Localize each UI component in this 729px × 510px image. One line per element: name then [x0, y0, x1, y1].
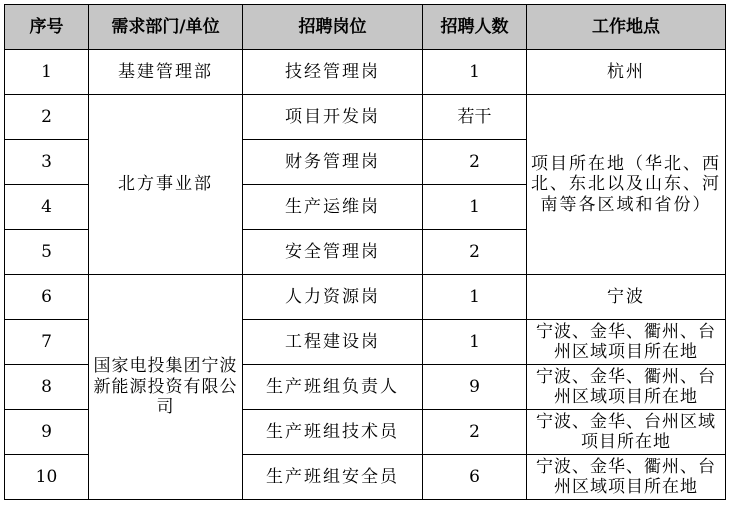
table-row — [5, 275, 726, 320]
header-seq: 序号 — [5, 5, 89, 50]
row-seq: 6 — [5, 275, 89, 320]
row-count: 2 — [423, 230, 527, 275]
row-position: 人力资源岗 — [243, 275, 423, 320]
row-position: 生产班组负责人 — [243, 365, 423, 410]
row-location: 宁波 — [527, 275, 726, 320]
row-dept: 国家电投集团宁波新能源投资有限公司 — [89, 275, 243, 500]
row-position: 生产班组技术员 — [243, 410, 423, 455]
row-seq: 2 — [5, 95, 89, 140]
row-position: 生产班组安全员 — [243, 455, 423, 500]
row-position: 财务管理岗 — [243, 140, 423, 185]
row-location: 项目所在地（华北、西北、东北以及山东、河南等各区域和省份） — [527, 95, 726, 275]
header-count: 招聘人数 — [423, 5, 527, 50]
row-location: 宁波、金华、衢州、台州区域项目所在地 — [527, 365, 726, 410]
header-dept: 需求部门/单位 — [89, 5, 243, 50]
row-location: 杭州 — [527, 50, 726, 95]
row-seq: 8 — [5, 365, 89, 410]
row-count: 2 — [423, 410, 527, 455]
row-dept: 北方事业部 — [89, 95, 243, 275]
table-row — [5, 50, 726, 95]
header-position: 招聘岗位 — [243, 5, 423, 50]
row-count: 1 — [423, 185, 527, 230]
row-location: 宁波、金华、衢州、台州区域项目所在地 — [527, 455, 726, 500]
row-count: 若干 — [423, 95, 527, 140]
row-seq: 5 — [5, 230, 89, 275]
row-seq: 1 — [5, 50, 89, 95]
row-seq: 4 — [5, 185, 89, 230]
row-count: 2 — [423, 140, 527, 185]
row-seq: 7 — [5, 320, 89, 365]
header-location: 工作地点 — [527, 5, 726, 50]
row-location: 宁波、金华、台州区域项目所在地 — [527, 410, 726, 455]
row-position: 生产运维岗 — [243, 185, 423, 230]
row-seq: 10 — [5, 455, 89, 500]
row-count: 6 — [423, 455, 527, 500]
recruitment-table — [4, 4, 726, 500]
table-row — [5, 95, 726, 140]
row-dept: 基建管理部 — [89, 50, 243, 95]
row-position: 项目开发岗 — [243, 95, 423, 140]
row-position: 安全管理岗 — [243, 230, 423, 275]
row-seq: 9 — [5, 410, 89, 455]
row-count: 9 — [423, 365, 527, 410]
row-position: 技经管理岗 — [243, 50, 423, 95]
row-count: 1 — [423, 50, 527, 95]
row-seq: 3 — [5, 140, 89, 185]
row-location: 宁波、金华、衢州、台州区域项目所在地 — [527, 320, 726, 365]
row-position: 工程建设岗 — [243, 320, 423, 365]
row-count: 1 — [423, 320, 527, 365]
header-row — [5, 5, 726, 50]
row-count: 1 — [423, 275, 527, 320]
